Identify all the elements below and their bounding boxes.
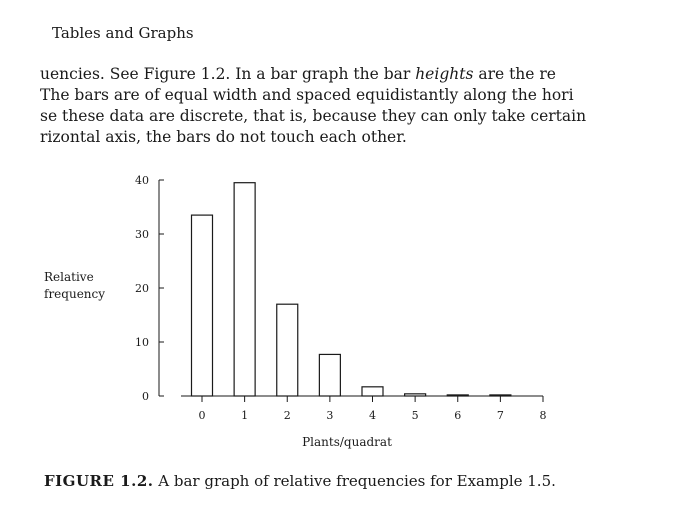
x-tick-label-7: 7 [496,409,504,422]
y-tick-label-30: 30 [135,228,149,241]
x-tick-label-8: 8 [539,409,547,422]
bar-5 [405,394,426,396]
x-tick-label-5: 5 [411,409,419,422]
paragraph-line-3: se these data are discrete, that is, because they can only take certain [40,107,587,125]
x-tick-label-1: 1 [241,409,249,422]
paragraph-line-1 [40,64,600,85]
y-tick-label-0: 0 [142,390,149,403]
bar-chart-svg [0,160,700,460]
y-tick-label-40: 40 [135,174,149,187]
x-axis-label: Plants/quadrat [302,435,392,449]
figure-caption [44,472,556,490]
paragraph-line-2: The bars are of equal width and spaced equidistantly along the hori [40,86,574,104]
bar-2 [277,304,298,396]
x-tick-label-2: 2 [283,409,291,422]
line1-after: are the re [473,65,556,83]
caption-label: FIGURE 1.2. [44,472,154,490]
bar-3 [319,354,340,396]
bar-1 [234,183,255,396]
caption-text: A bar graph of relative frequencies for Example 1.5. [153,472,556,490]
emphasis-heights: heights [415,65,474,83]
x-tick-label-4: 4 [369,409,376,422]
bar-7 [490,395,511,396]
x-tick-label-6: 6 [454,409,462,422]
bar-4 [362,387,383,396]
running-head: Tables and Graphs [52,24,194,42]
figure-1-2-chart [0,160,700,460]
x-tick-label-0: 0 [198,409,206,422]
y-axis-label-line-2: frequency [44,287,106,301]
y-axis-label-line-1: Relative [44,270,94,284]
body-paragraph [40,64,600,148]
line1-before: uencies. See Figure 1.2. In a bar graph the bar [40,65,416,83]
y-tick-label-10: 10 [135,336,149,349]
bar-6 [447,395,468,396]
x-tick-label-3: 3 [326,409,334,422]
y-tick-label-20: 20 [135,282,149,295]
bar-0 [192,215,213,396]
paragraph-line-4: rizontal axis, the bars do not touch each other. [40,128,407,146]
